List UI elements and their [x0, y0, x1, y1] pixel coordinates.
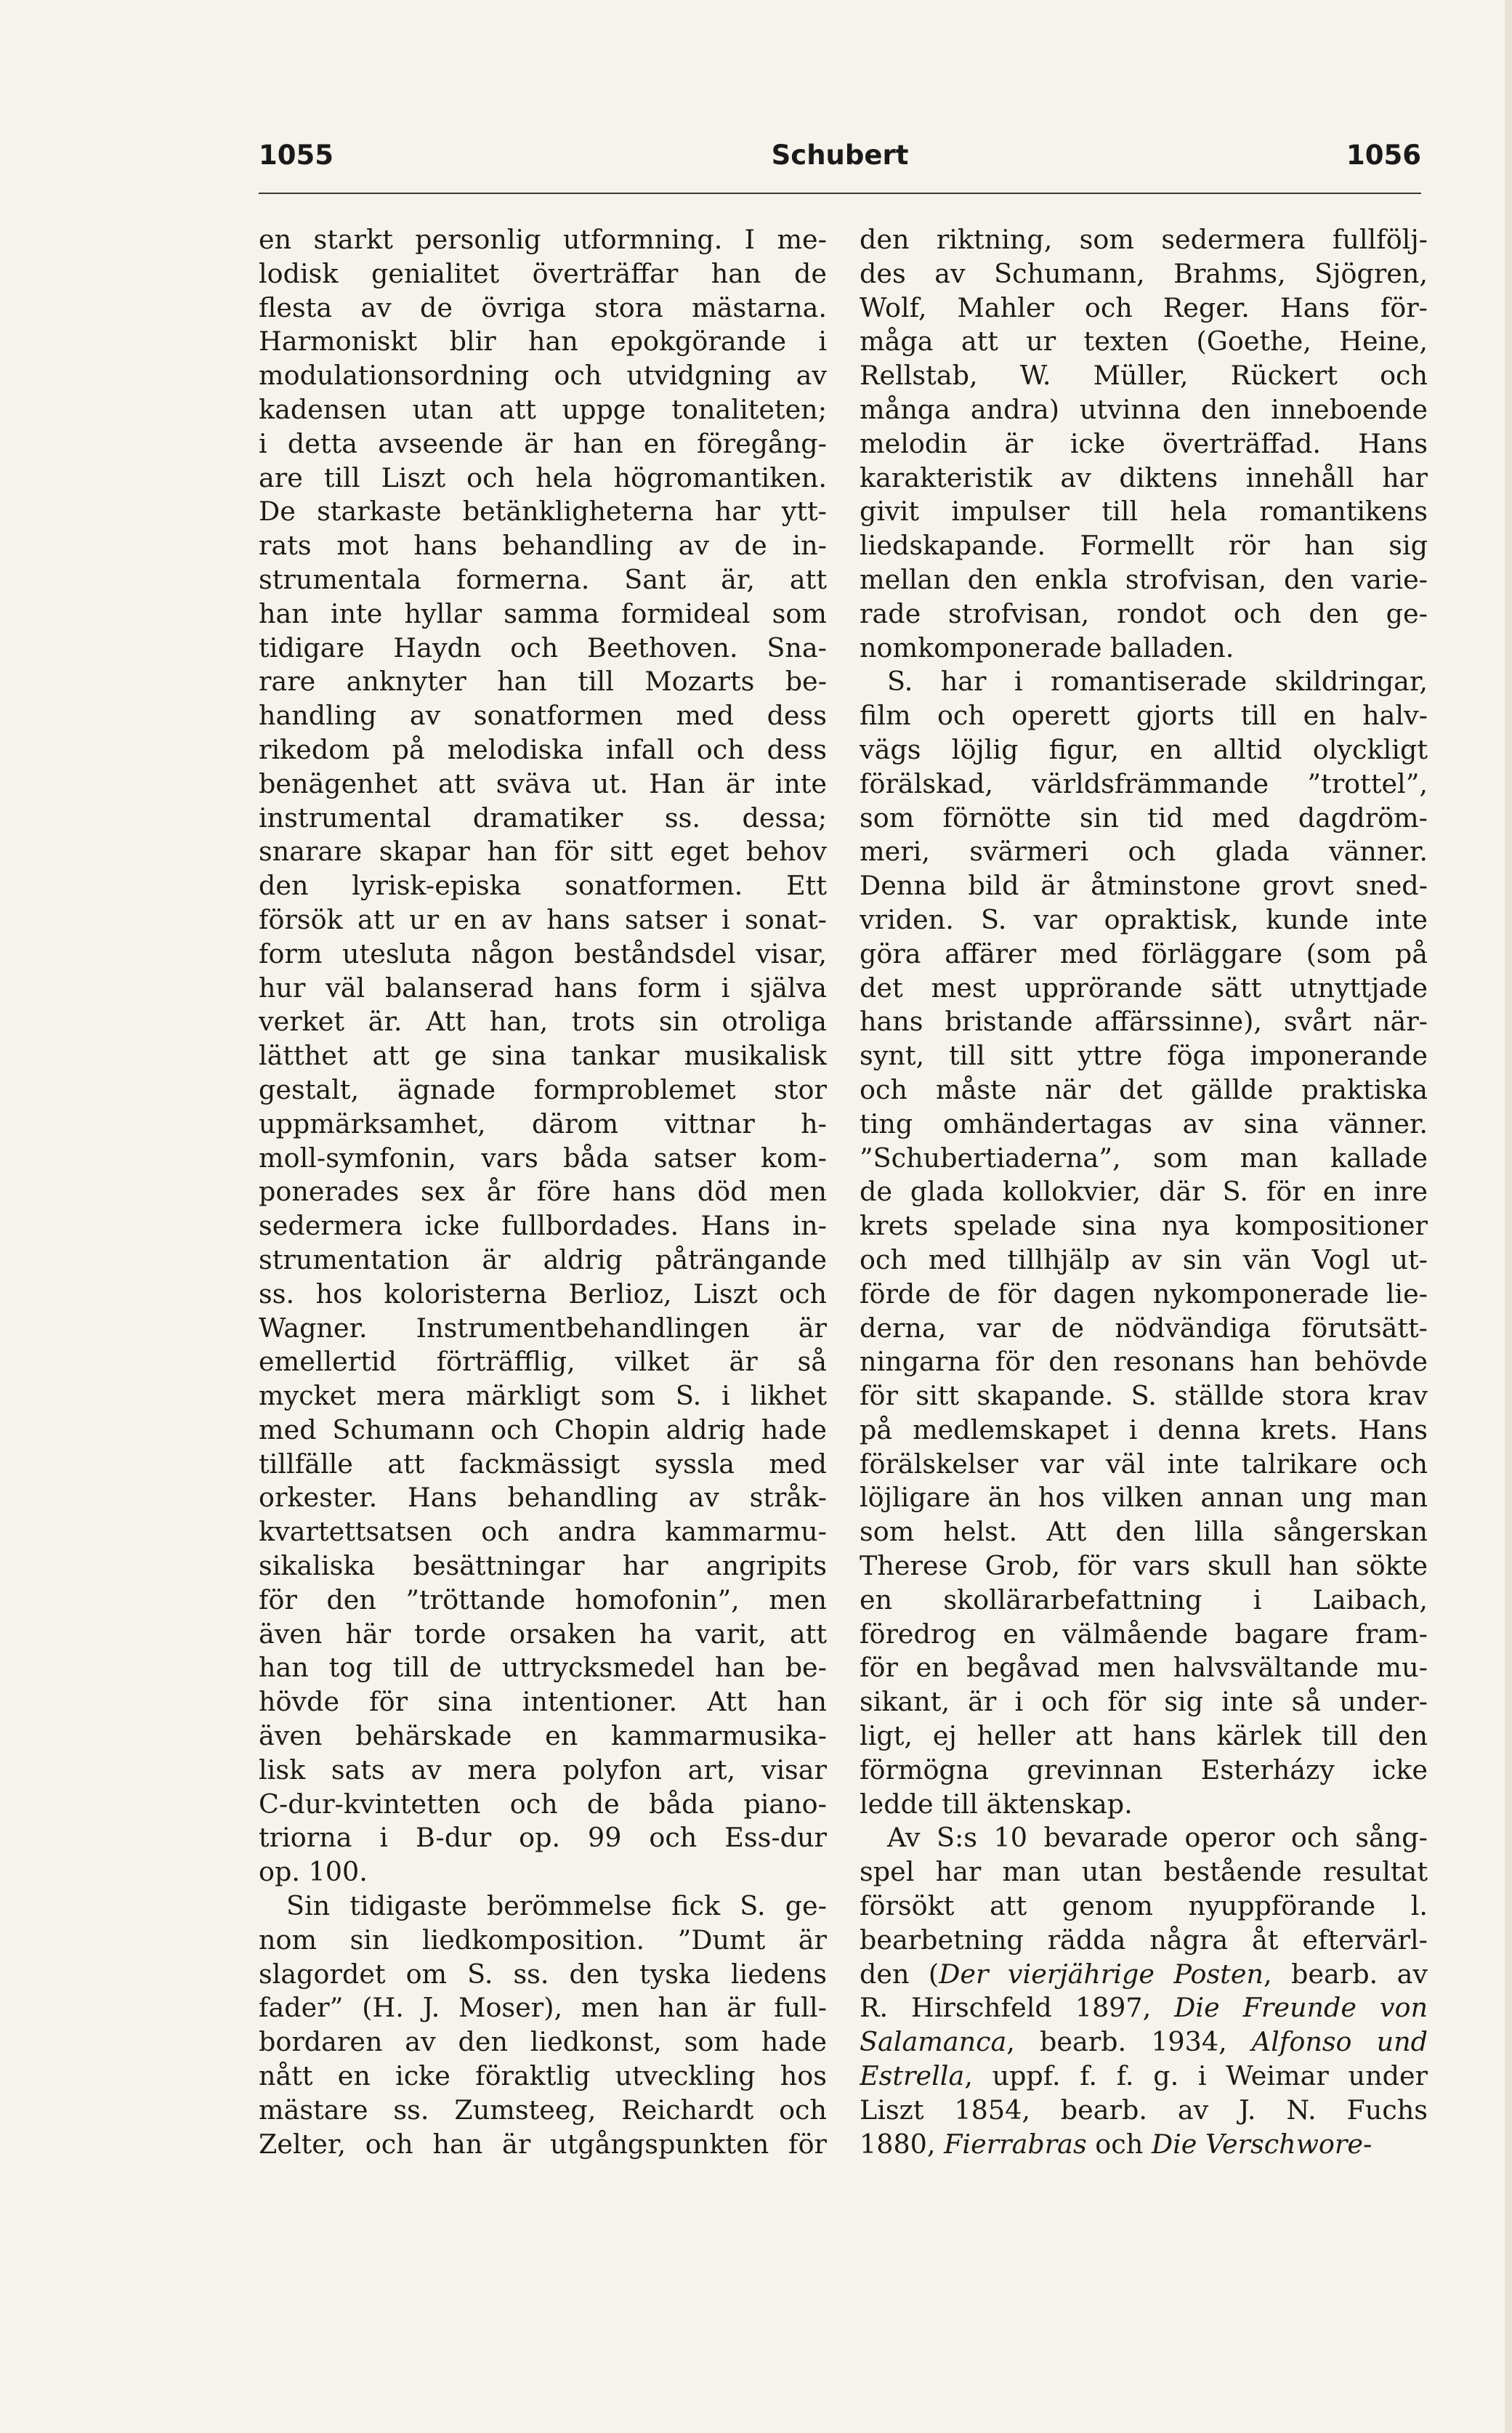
text-line: och med tillhjälp av sin vän Vogl ut-	[860, 1243, 1428, 1275]
text-line: många andra) utvinna den inneboende	[860, 393, 1428, 425]
text-line: rikedom på melodiska infall och dess	[259, 733, 827, 765]
text-run: , uppf. f. f. g. i Weimar under	[964, 2060, 1428, 2092]
text-run: R. Hirschfeld 1897,	[860, 1992, 1175, 2024]
text-line: kvartettsatsen och andra kammarmu-	[259, 1516, 827, 1548]
text-line: Av S:s 10 bevarade operor och sång-	[887, 1822, 1428, 1854]
text-line: Wolf, Mahler och Reger. Hans för-	[860, 291, 1428, 323]
text-line: modulationsordning och utvidgning av	[259, 360, 827, 392]
text-line: tidigare Haydn och Beethoven. Sna-	[259, 632, 827, 663]
text-line: försökt att genom nyuppförande l.	[860, 1890, 1428, 1922]
text-line: rats mot hans behandling av de in-	[259, 530, 827, 562]
text-run: den (	[860, 1958, 939, 1990]
italic-title: Der vierjährige Posten	[939, 1958, 1264, 1990]
text-line: handling av sonatformen med dess	[259, 700, 827, 732]
text-line: bordaren av den liedkonst, som hade	[259, 2026, 827, 2058]
text-line: sedermera icke fullbordades. Hans in-	[259, 1210, 827, 1242]
text-line: synt, till sitt yttre föga imponerande	[860, 1040, 1428, 1072]
text-line: måga att ur texten (Goethe, Heine,	[860, 326, 1428, 358]
running-header	[259, 140, 1421, 183]
text-line: Sin tidigaste berömmelse fick S. ge-	[286, 1890, 827, 1922]
italic-title: Fierrabras	[944, 2128, 1087, 2160]
text-line: film och operett gjorts till en halv-	[860, 700, 1428, 732]
text-line: hur väl balanserad hans form i själva	[259, 972, 827, 1004]
italic-title: Die Freunde von	[1174, 1992, 1428, 2024]
text-line	[860, 1991, 1428, 2025]
text-line	[860, 1958, 1428, 1992]
text-line: Denna bild är åtminstone grovt sned-	[860, 870, 1428, 902]
text-line: strumentation är aldrig påträngande	[259, 1243, 827, 1275]
text-line: liedskapande. Formellt rör han sig	[860, 530, 1428, 562]
text-run: , bearb. 1934,	[1006, 2026, 1252, 2058]
text-line: des av Schumann, Brahms, Sjögren,	[860, 257, 1428, 289]
text-line: tillfälle att fackmässigt syssla med	[259, 1448, 827, 1480]
text-line: lisk sats av mera polyfon art, visar	[259, 1754, 827, 1786]
header-rule	[259, 193, 1421, 194]
text-line: förde de för dagen nykomponerade lie-	[860, 1278, 1428, 1310]
text-line: även här torde orsaken ha varit, att	[259, 1618, 827, 1650]
text-line: nomkomponerade balladen.	[860, 632, 1234, 663]
text-line: den riktning, som sedermera fullfölj-	[860, 224, 1428, 255]
text-line: som helst. Att den lilla sångerskan	[860, 1516, 1428, 1548]
page-number-right: 1056	[1346, 140, 1421, 171]
text-line: kadensen utan att uppge tonaliteten;	[259, 393, 827, 425]
text-line: flesta av de övriga stora mästarna.	[259, 291, 827, 323]
text-line: ss. hos koloristerna Berlioz, Liszt och	[259, 1278, 827, 1310]
text-line: för den ”tröttande homofonin”, men	[259, 1583, 827, 1615]
text-line: hans bristande affärssinne), svårt när-	[860, 1006, 1428, 1038]
italic-title: Estrella	[860, 2060, 965, 2092]
text-line: strumentala formerna. Sant är, att	[259, 563, 827, 595]
italic-title: Die Verschwore-	[1151, 2128, 1372, 2160]
text-line: ”Schubertiaderna”, som man kallade	[860, 1142, 1428, 1174]
text-line: op. 100.	[259, 1856, 368, 1888]
text-line: han tog till de uttrycksmedel han be-	[259, 1652, 827, 1684]
text-line: are till Liszt och hela högromantiken.	[259, 461, 827, 493]
text-line: försök att ur en av hans satser i sonat-	[259, 903, 827, 935]
text-line: förälskelser var väl inte talrikare och	[860, 1448, 1428, 1480]
text-line: Therese Grob, för vars skull han sökte	[860, 1550, 1428, 1582]
page-number-left: 1055	[259, 140, 333, 171]
text-line: form utesluta någon beståndsdel visar,	[259, 937, 827, 969]
text-line: gestalt, ägnade formproblemet stor	[259, 1073, 827, 1105]
text-line: sikaliska besättningar har angripits	[259, 1550, 827, 1582]
text-line: för en begåvad men halvsvältande mu-	[860, 1652, 1428, 1684]
text-line: krets spelade sina nya kompositioner	[860, 1210, 1428, 1242]
text-line: Zelter, och han är utgångspunkten för	[259, 2128, 827, 2160]
header-title: Schubert	[771, 140, 909, 171]
text-column-left	[259, 223, 827, 2161]
text-line: moll-symfonin, vars båda satser kom-	[259, 1142, 827, 1174]
text-line: givit impulser till hela romantikens	[860, 496, 1428, 528]
text-line: emellertid förträfflig, vilket är så	[259, 1346, 827, 1378]
text-line: Wagner. Instrumentbehandlingen är	[259, 1312, 827, 1344]
text-line: nått en icke föraktlig utveckling hos	[259, 2060, 827, 2092]
text-line: som förnötte sin tid med dagdröm-	[860, 802, 1428, 834]
text-line: ningarna för den resonans han behövde	[860, 1346, 1428, 1378]
text-line: ledde till äktenskap.	[860, 1788, 1133, 1820]
text-line: verket är. Att han, trots sin otroliga	[259, 1006, 827, 1038]
text-line: rare anknyter han till Mozarts be-	[259, 666, 827, 698]
text-line: snarare skapar han för sitt eget behov	[259, 836, 827, 868]
text-line: han inte hyllar samma formideal som	[259, 597, 827, 629]
text-line: vägs löjlig figur, en alltid olyckligt	[860, 733, 1428, 765]
text-line: mycket mera märkligt som S. i likhet	[259, 1380, 827, 1412]
page-edge	[1505, 0, 1512, 2433]
text-line: mellan den enkla strofvisan, den varie-	[860, 563, 1428, 595]
text-line: nom sin liedkomposition. ”Dumt är	[259, 1924, 827, 1956]
text-line: triorna i B-dur op. 99 och Ess-dur	[259, 1822, 827, 1854]
text-line: instrumental dramatiker ss. dessa;	[259, 802, 827, 834]
text-line: C-dur-kvintetten och de båda piano-	[259, 1788, 827, 1820]
italic-title: Salamanca	[860, 2026, 1007, 2058]
text-line: benägenhet att sväva ut. Han är inte	[259, 767, 827, 799]
text-line: sikant, är i och för sig inte så under-	[860, 1686, 1428, 1718]
text-line: lodisk genialitet överträffar han de	[259, 257, 827, 289]
text-line: föredrog en välmående bagare fram-	[860, 1618, 1428, 1650]
text-run: 1880,	[860, 2128, 945, 2160]
text-line: uppmärksamhet, därom vittnar h-	[259, 1107, 827, 1139]
text-line: för sitt skapande. S. ställde stora krav	[860, 1380, 1428, 1412]
text-line: en starkt personlig utformning. I me-	[259, 224, 827, 255]
text-line	[860, 2059, 1428, 2094]
text-line: och måste när det gällde praktiska	[860, 1073, 1428, 1105]
text-line: på medlemskapet i denna krets. Hans	[860, 1413, 1428, 1445]
text-line: Rellstab, W. Müller, Rückert och	[860, 360, 1428, 392]
text-run: , bearb. av	[1263, 1958, 1428, 1990]
text-line: göra affärer med förläggare (som på	[860, 937, 1428, 969]
text-line: meri, svärmeri och glada vänner.	[860, 836, 1428, 868]
text-line: löjligare än hos vilken annan ung man	[860, 1482, 1428, 1514]
text-line: hövde för sina intentioner. Att han	[259, 1686, 827, 1718]
text-line: melodin är icke överträffad. Hans	[860, 427, 1428, 459]
text-line: spel har man utan bestående resultat	[860, 1856, 1428, 1888]
text-line: förälskad, världsfrämmande ”trottel”,	[860, 767, 1428, 799]
text-line: rade strofvisan, rondot och den ge-	[860, 597, 1428, 629]
text-line: slagordet om S. ss. den tyska liedens	[259, 1958, 827, 1990]
text-line: Harmoniskt blir han epokgörande i	[259, 326, 827, 358]
text-run: och	[1086, 2128, 1152, 2160]
text-line: ligt, ej heller att hans kärlek till den	[860, 1720, 1428, 1752]
text-line: orkester. Hans behandling av stråk-	[259, 1482, 827, 1514]
text-line: ting omhändertagas av sina vänner.	[860, 1107, 1428, 1139]
text-line: lätthet att ge sina tankar musikalisk	[259, 1040, 827, 1072]
text-line: en skollärarbefattning i Laibach,	[860, 1583, 1428, 1615]
text-line: även behärskade en kammarmusika-	[259, 1720, 827, 1752]
text-line	[860, 2128, 1428, 2162]
text-line: förmögna grevinnan Esterházy icke	[860, 1754, 1428, 1786]
italic-title: Alfonso und	[1251, 2026, 1428, 2058]
text-line: S. har i romantiserade skildringar,	[887, 666, 1428, 698]
text-line: det mest upprörande sätt utnyttjade	[860, 972, 1428, 1004]
text-line: den lyrisk-episka sonatformen. Ett	[259, 870, 827, 902]
text-line: i detta avseende är han en föregång-	[259, 427, 827, 459]
text-line	[860, 2025, 1428, 2059]
text-line: derna, var de nödvändiga förutsätt-	[860, 1312, 1428, 1344]
text-line: fader” (H. J. Moser), men han är full-	[259, 1992, 827, 2024]
text-line: Liszt 1854, bearb. av J. N. Fuchs	[860, 2094, 1428, 2126]
text-line: vriden. S. var opraktisk, kunde inte	[860, 903, 1428, 935]
text-column-right	[860, 223, 1428, 2161]
text-line: mästare ss. Zumsteeg, Reichardt och	[259, 2094, 827, 2126]
text-line: de glada kollokvier, där S. för en inre	[860, 1176, 1428, 1208]
text-line: De starkaste betänkligheterna har ytt-	[259, 496, 827, 528]
text-line: ponerades sex år före hans död men	[259, 1176, 827, 1208]
text-line: med Schumann och Chopin aldrig hade	[259, 1413, 827, 1445]
text-line: bearbetning rädda några åt eftervärl-	[860, 1924, 1428, 1956]
text-line: karakteristik av diktens innehåll har	[860, 461, 1428, 493]
